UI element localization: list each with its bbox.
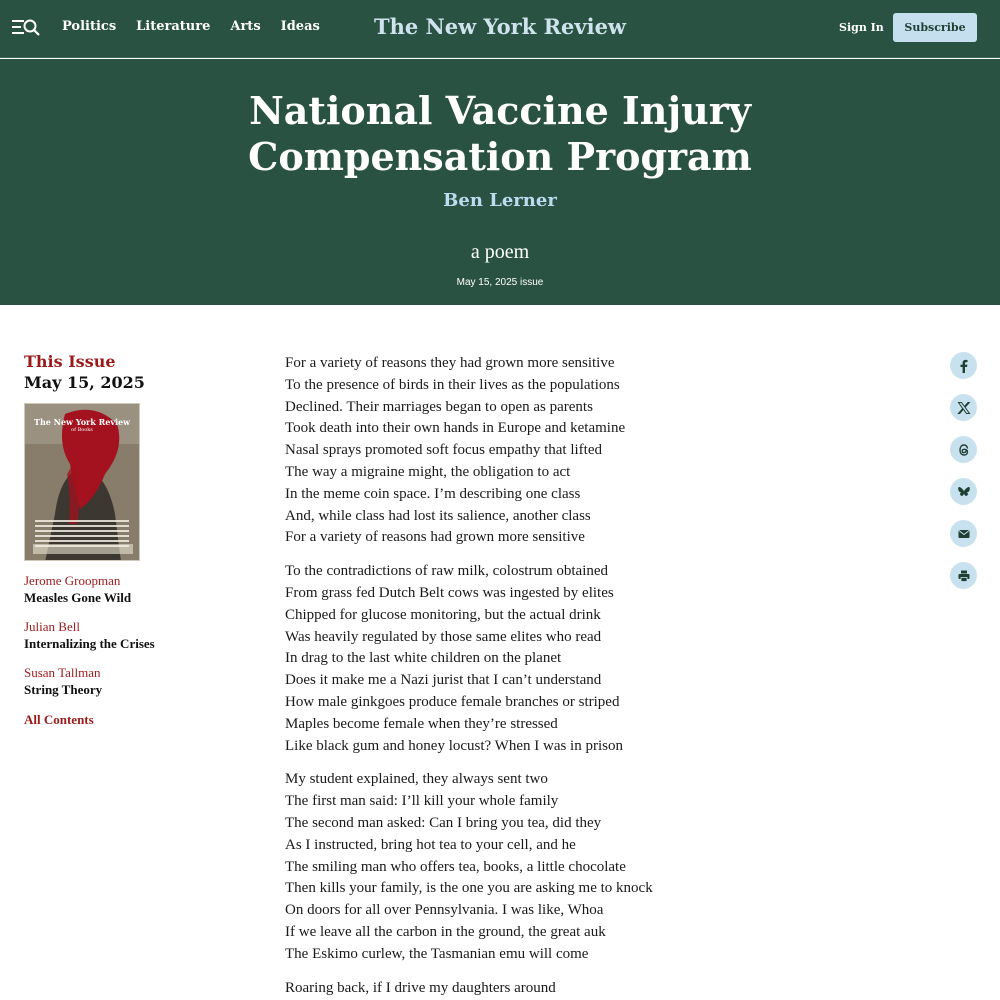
poem-line: On doors for all over Pennsylvania. I was like, Whoa xyxy=(285,902,604,919)
email-icon xyxy=(957,527,971,541)
print-button[interactable] xyxy=(950,562,977,589)
this-issue-heading: This Issue xyxy=(24,352,116,371)
toc-item xyxy=(24,664,224,698)
x-icon xyxy=(957,401,971,415)
toc-title[interactable]: Measles Gone Wild xyxy=(24,590,132,605)
poem-line: As I instructed, bring hot tea to your cell, and he xyxy=(285,836,576,853)
poem-line: Roaring back, if I drive my daughters around xyxy=(285,979,556,996)
facebook-icon xyxy=(957,359,971,373)
poem-line: The second man asked: Can I bring you tea, did they xyxy=(285,814,602,831)
poem-line: And, while class had lost its salience, another class xyxy=(285,507,591,524)
poem-line: From grass fed Dutch Belt cows was ingested by elites xyxy=(285,584,614,601)
poem-stanza xyxy=(285,978,705,1000)
poem-line: In the meme coin space. I’m describing one class xyxy=(285,485,581,502)
facebook-share-button[interactable] xyxy=(950,352,977,379)
poem-line: To the contradictions of raw milk, colostrum obtained xyxy=(285,563,609,580)
sign-in-link[interactable]: Sign In xyxy=(839,21,884,34)
x-share-button[interactable] xyxy=(950,394,977,421)
share-toolbar xyxy=(950,352,977,604)
toc-title[interactable]: String Theory xyxy=(24,682,103,697)
poem-line: Maples become female when they’re stressed xyxy=(285,715,558,732)
article-title: National Vaccine Injury Compensation Program xyxy=(248,88,752,179)
poem-line: The first man said: I’ll kill your whole family xyxy=(285,793,559,810)
bluesky-share-button[interactable] xyxy=(950,478,977,505)
all-contents-link[interactable]: All Contents xyxy=(24,712,94,727)
poem-line: Declined. Their marriages began to open as parents xyxy=(285,398,593,415)
threads-icon xyxy=(957,443,971,457)
issue-sidebar xyxy=(24,352,224,728)
print-icon xyxy=(957,569,971,583)
poem-stanza xyxy=(285,769,705,965)
email-share-button[interactable] xyxy=(950,520,977,547)
subscribe-button[interactable]: Subscribe xyxy=(893,13,977,42)
article-header xyxy=(0,59,1000,305)
poem-line: For a variety of reasons they had grown more sensitive xyxy=(285,355,615,371)
toc-title[interactable]: Internalizing the Crises xyxy=(24,636,155,651)
article-issue-date[interactable]: May 15, 2025 issue xyxy=(456,277,544,288)
poem-line: Was heavily regulated by those same elites who read xyxy=(285,628,602,645)
poem-line: The way a migraine might, the obligation to act xyxy=(285,463,571,480)
issue-toc xyxy=(24,572,224,698)
article-author[interactable]: Ben Lerner xyxy=(443,190,557,211)
cover-contents-lines xyxy=(35,520,129,550)
poem-line: Took death into their own hands in Europe and ketamine xyxy=(285,420,626,437)
toc-author[interactable]: Susan Tallman xyxy=(24,665,101,680)
poem-line: The smiling man who offers tea, books, a little chocolate xyxy=(285,858,626,875)
this-issue-date: May 15, 2025 xyxy=(24,373,145,392)
poem-line: To the presence of birds in their lives as the populations xyxy=(285,376,620,393)
poem-line: Chipped for glucose monitoring, but the actual drink xyxy=(285,606,601,623)
nav-link-literature[interactable]: Literature xyxy=(136,19,211,34)
threads-share-button[interactable] xyxy=(950,436,977,463)
poem-line: For a variety of reasons had grown more sensitive xyxy=(285,529,585,546)
bluesky-icon xyxy=(957,485,971,499)
poem-line: How male ginkgoes produce female branches or striped xyxy=(285,693,620,710)
toc-author[interactable]: Jerome Groopman xyxy=(24,573,121,588)
poem-line: My student explained, they always sent two xyxy=(285,771,548,788)
toc-item xyxy=(24,572,224,606)
poem-line: In drag to the last white children on the planet xyxy=(285,650,562,667)
nav-link-politics[interactable]: Politics xyxy=(62,19,117,34)
article-subtitle: a poem xyxy=(470,241,530,263)
section-links xyxy=(62,19,320,34)
poem-line: Nasal sprays promoted soft focus empathy that lifted xyxy=(285,442,603,459)
nav-link-arts[interactable]: Arts xyxy=(230,19,261,34)
poem-stanza xyxy=(285,353,705,549)
poem-stanza xyxy=(285,561,705,757)
poem-line: Does it make me a Nazi jurist that I can’t understand xyxy=(285,672,602,689)
toc-item xyxy=(24,618,224,652)
toc-author[interactable]: Julian Bell xyxy=(24,619,80,634)
cover-masthead: The New York Review xyxy=(33,417,130,427)
issue-cover-image[interactable] xyxy=(24,403,140,561)
cover-subtitle: of Books xyxy=(71,427,93,433)
poem-line: If we leave all the carbon in the ground, the great auk xyxy=(285,923,606,940)
poem-line: Then kills your family, is the one you are asking me to knock xyxy=(285,880,653,897)
poem-line: Like black gum and honey locust? When I was in prison xyxy=(285,737,623,754)
top-nav xyxy=(0,0,1000,58)
poem-body xyxy=(285,353,705,1000)
menu-search-icon[interactable] xyxy=(11,17,41,39)
nav-link-ideas[interactable]: Ideas xyxy=(280,19,320,34)
poem-line: The Eskimo curlew, the Tasmanian emu will come xyxy=(285,945,589,962)
brand-logo[interactable]: The New York Review xyxy=(373,14,627,39)
